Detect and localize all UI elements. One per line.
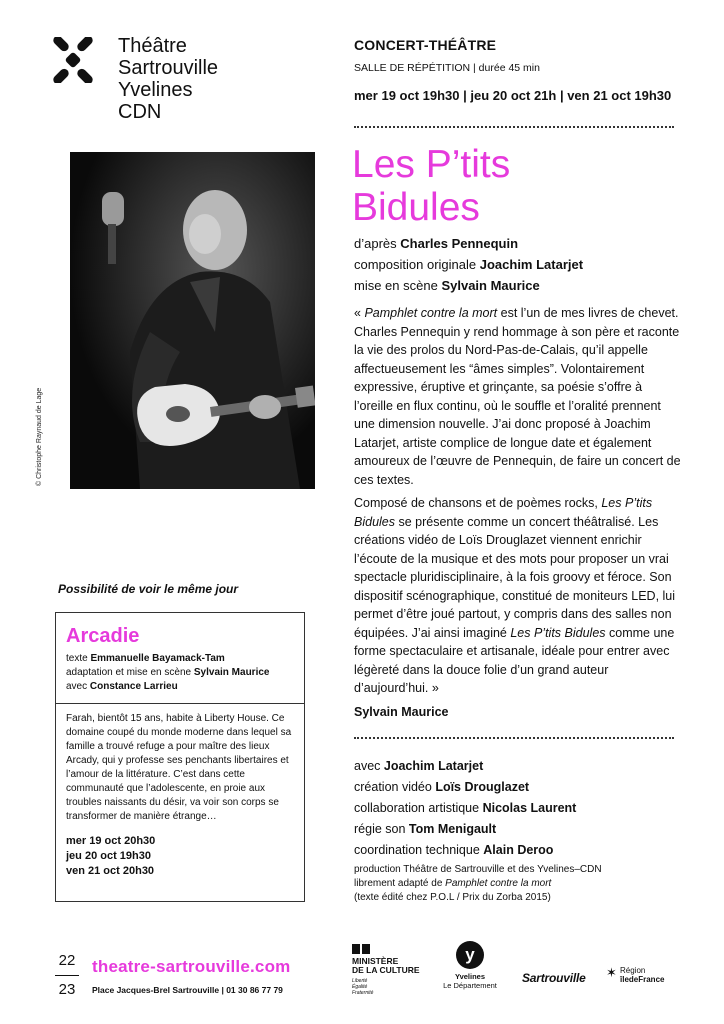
photo-credit: © Christophe Raynaud de Lage bbox=[36, 387, 43, 486]
cast-line: régie son Tom Menigault bbox=[354, 822, 497, 836]
arcadie-dates: mer 19 oct 20h30 jeu 20 oct 19h30 ven 21 oct 20h30 bbox=[66, 835, 156, 877]
dotted-divider bbox=[354, 737, 674, 739]
yvelines-icon: y bbox=[456, 941, 484, 969]
credit-line: composition originale Joachim Latarjet bbox=[354, 257, 584, 272]
arcadie-box bbox=[55, 612, 305, 902]
also-heading: Possibilité de voir le même jour bbox=[58, 582, 239, 596]
show-title bbox=[352, 143, 510, 229]
sartrouville-logo: Sartrouville bbox=[522, 971, 586, 985]
ministere-logo: MINISTÈRE DE LA CULTURE Liberté Égalité Fraternité bbox=[352, 944, 420, 996]
region-star-icon: ✶ bbox=[606, 965, 617, 980]
logo-line: Yvelines bbox=[118, 79, 193, 101]
arcadie-title: Arcadie bbox=[66, 625, 140, 647]
page-numbers: 22 23 bbox=[55, 951, 79, 1000]
logo-line: Sartrouville bbox=[118, 57, 219, 79]
cast-line: avec Joachim Latarjet bbox=[354, 759, 484, 773]
arcadie-description: Farah, bientôt 15 ans, habite à Liberty House. Ce domaine coupé du monde moderne dans lequel sa famille a trouvé refuge a pour maître des lieux Arcady, qui y professe ses penchants libertaires et l’amour de la littérature. C’est dans cette communauté que l’adolescente, en proie aux troubles naissants du désir, va voir son corps se transformer de manière étrange… bbox=[66, 713, 292, 822]
credit-name: Joachim Latarjet bbox=[479, 257, 584, 272]
quote-paragraph: « Pamphlet contre la mort est l’un de mes livres de chevet. Charles Pennequin y rend hommage à son père et raconte la vie des prolos du Nord-Pas-de-Calais, qu’il appelle affectueusement les “âmes simples”. Volontairement expressive, éruptive et grinçante, sa poésie s’offre à l’oreille en flux continu, où le souffle et l’oralité prennent une dimension nouvelle. J’ai donc proposé à Joachim Latarjet, artiste complice de longue date et également amoureux de l’œuvre de Pennequin, de faire un concert de ces textes. bbox=[354, 306, 681, 487]
credit-name: Sylvain Maurice bbox=[441, 278, 540, 293]
region-logo: ✶ Région îledeFrance bbox=[606, 965, 665, 984]
cast-line: création vidéo Loïs Drouglazet bbox=[354, 780, 530, 794]
arcadie-credits: texte Emmanuelle Bayamack-Tam adaptation et mise en scène Sylvain Maurice avec Constance Larrieu bbox=[66, 653, 270, 692]
logo-text bbox=[118, 35, 318, 123]
quote-signature: Sylvain Maurice bbox=[354, 704, 449, 719]
title-line: Les P’tits bbox=[352, 143, 511, 186]
box-divider bbox=[56, 703, 304, 704]
performer-photo bbox=[70, 152, 315, 489]
credit-line: d’après Charles Pennequin bbox=[354, 236, 519, 251]
logo-line: Théâtre bbox=[118, 35, 187, 57]
logo-line: CDN bbox=[118, 101, 162, 123]
credit-line: mise en scène Sylvain Maurice bbox=[354, 278, 540, 293]
marianne-icon bbox=[352, 944, 372, 954]
show-credits bbox=[354, 233, 583, 296]
cast-line: coordination technique Alain Deroo bbox=[354, 843, 554, 857]
director-quote bbox=[354, 304, 684, 721]
credit-name: Charles Pennequin bbox=[400, 236, 519, 251]
dotted-divider bbox=[354, 126, 674, 128]
title-line: Bidules bbox=[352, 186, 480, 229]
show-genre: CONCERT-THÉÂTRE bbox=[354, 37, 497, 53]
yvelines-logo: y Yvelines Le Département bbox=[440, 941, 500, 990]
show-venue: SALLE DE RÉPÉTITION | durée 45 min bbox=[354, 62, 540, 74]
cast-list bbox=[354, 756, 576, 861]
address: Place Jacques-Brel Sartrouville | 01 30 86 77 79 bbox=[92, 985, 283, 995]
show-dates: mer 19 oct 19h30 | jeu 20 oct 21h | ven 21 oct 19h30 bbox=[354, 88, 672, 103]
cast-line: collaboration artistique Nicolas Laurent bbox=[354, 801, 577, 815]
photo-illustration bbox=[70, 152, 315, 489]
website-link[interactable]: theatre-sartrouville.com bbox=[92, 957, 291, 976]
logo-cross-icon bbox=[50, 37, 96, 83]
quote-paragraph: Composé de chansons et de poèmes rocks, Les P’tits Bidules se présente comme un concert théâtralisé. Les créations vidéo de Loïs Drouglazet viennent enrichir l’écoute de la musique et des mots pour proposer un vrai spectacle pluridisciplinaire, à la fois groovy et féroce. Son dispositif scénographique, constitué de moniteurs LED, lui permet d’être joué partout, y compris dans des salles non équipées. J’ai ainsi imaginé Les P’tits Bidules comme une forme spectaculaire et artisanale, idéale pour entrer avec légèreté dans la douce folie d’un grand auteur d’aujourd’hui. » bbox=[354, 496, 676, 695]
production-notes: production Théâtre de Sartrouville et des Yvelines–CDN librement adapté de Pamphlet contre la mort (texte édité chez P.O.L / Prix du Zorba 2015) bbox=[354, 864, 602, 903]
